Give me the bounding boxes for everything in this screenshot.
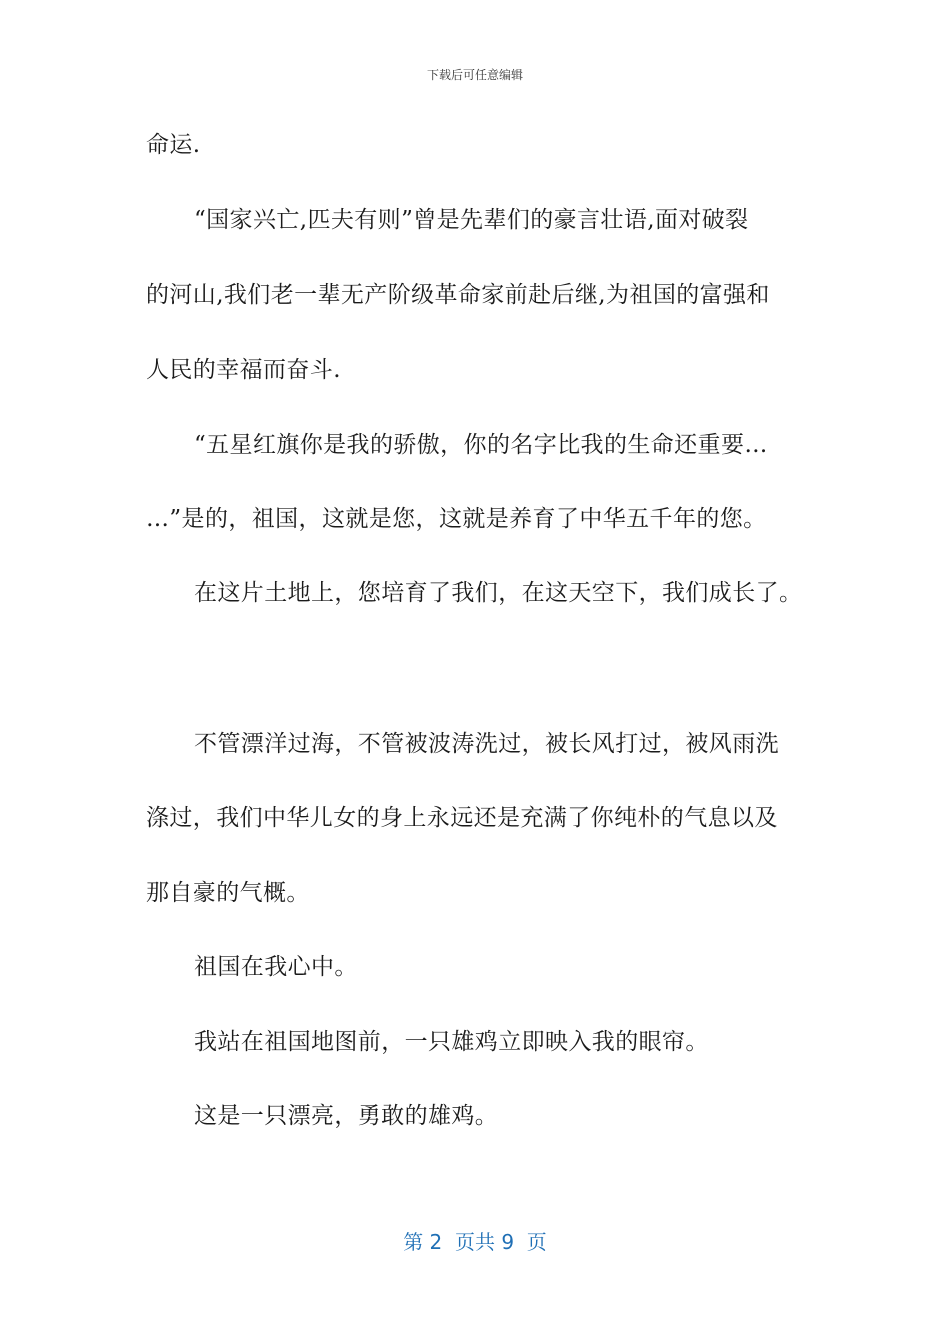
text-line: “五星红旗你是我的骄傲，你的名字比我的生命还重要… bbox=[194, 432, 768, 458]
text-line: “国家兴亡,匹夫有则”曾是先辈们的豪言壮语,面对破裂 bbox=[194, 207, 749, 233]
text-line: 涤过，我们中华儿女的身上永远还是充满了你纯朴的气息以及 bbox=[146, 805, 778, 831]
page-header: 下载后可任意编辑 bbox=[426, 68, 523, 82]
text-line: 那自豪的气概。 bbox=[146, 880, 310, 906]
text-line: 我站在祖国地图前，一只雄鸡立即映入我的眼帘。 bbox=[194, 1029, 709, 1055]
text-line: 人民的幸福而奋斗. bbox=[146, 357, 341, 383]
text-line: …”是的，祖国，这就是您，这就是养育了中华五千年的您。 bbox=[146, 506, 767, 532]
text-line: 祖国在我心中。 bbox=[194, 954, 358, 980]
text-line: 这是一只漂亮，勇敢的雄鸡。 bbox=[194, 1103, 499, 1129]
page-number-footer: 第 2 页共 9 页 bbox=[403, 1230, 547, 1254]
text-line: 在这片土地上，您培育了我们，在这天空下，我们成长了。 bbox=[194, 580, 803, 606]
text-line: 命运. bbox=[146, 132, 201, 158]
text-line: 的河山,我们老一辈无产阶级革命家前赴后继,为祖国的富强和 bbox=[146, 282, 770, 308]
text-line: 不管漂洋过海，不管被波涛洗过，被长风打过，被风雨洗 bbox=[194, 731, 779, 757]
